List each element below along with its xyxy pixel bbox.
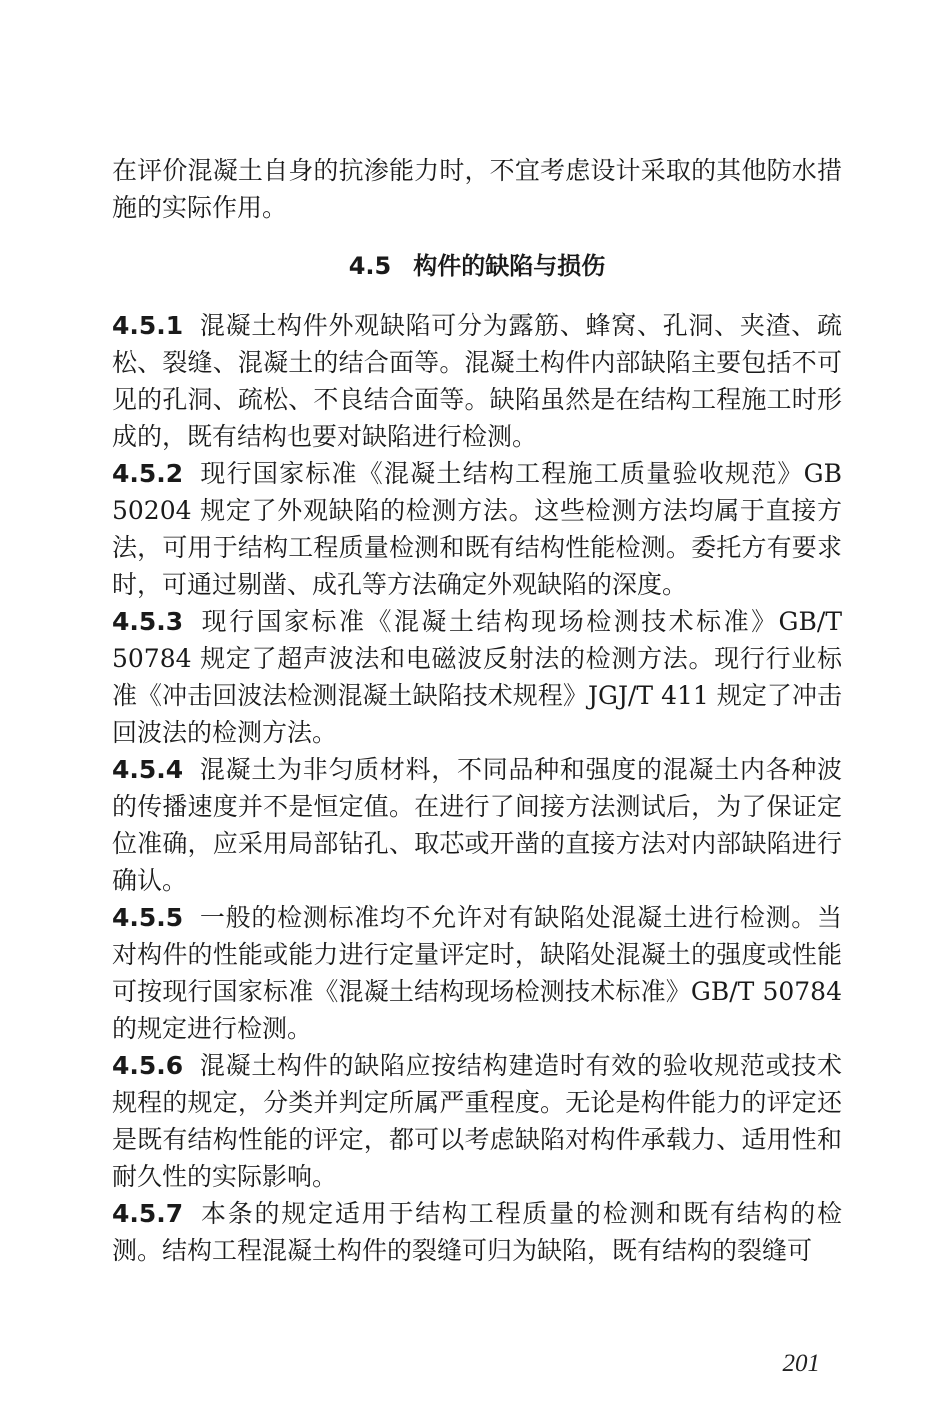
clause-4-5-3 [112, 603, 842, 751]
clause-4-5-4 [112, 751, 842, 899]
clause-text: 混凝土为非匀质材料，不同品种和强度的混凝土内各种波的传播速度并不是恒定值。在进行了间接方法测试后，为了保证定位准确，应采用局部钻孔、取芯或开凿的直接方法对内部缺陷进行确认。 [112, 755, 842, 895]
clause-text: 混凝土构件外观缺陷可分为露筋、蜂窝、孔洞、夹渣、疏松、裂缝、混凝土的结合面等。混凝土构件内部缺陷主要包括不可见的孔洞、疏松、不良结合面等。缺陷虽然是在结构工程施工时形成的，既有结构也要对缺陷进行检测。 [112, 311, 842, 451]
clause-number: 4.5.3 [112, 607, 184, 636]
intro-paragraph: 在评价混凝土自身的抗渗能力时，不宜考虑设计采取的其他防水措施的实际作用。 [112, 156, 842, 222]
clause-number: 4.5.5 [112, 903, 184, 932]
clause-4-5-2 [112, 455, 842, 603]
clause-number: 4.5.6 [112, 1051, 184, 1080]
section-title: 构件的缺陷与损伤 [413, 252, 606, 280]
clause-number: 4.5.1 [112, 311, 184, 340]
clause-4-5-6 [112, 1047, 842, 1195]
clause-4-5-7 [112, 1195, 842, 1269]
clause-4-5-1 [112, 307, 842, 455]
clause-text: 现行国家标准《混凝土结构工程施工质量验收规范》GB 50204 规定了外观缺陷的检测方法。这些检测方法均属于直接方法，可用于结构工程质量检测和既有结构性能检测。委托方有要求时，可通过剔凿、成孔等方法确定外观缺陷的深度。 [112, 459, 842, 599]
page-number: 201 [782, 1350, 820, 1377]
clause-text: 一般的检测标准均不允许对有缺陷处混凝土进行检测。当对构件的性能或能力进行定量评定时，缺陷处混凝土的强度或性能可按现行国家标准《混凝土结构现场检测技术标准》GB/T 50784 的规定进行检测。 [112, 903, 842, 1043]
clause-number: 4.5.7 [112, 1199, 184, 1228]
clause-number: 4.5.4 [112, 755, 184, 784]
clause-text: 混凝土构件的缺陷应按结构建造时有效的验收规范或技术规程的规定，分类并判定所属严重程度。无论是构件能力的评定还是既有结构性能的评定，都可以考虑缺陷对构件承载力、适用性和耐久性的实际影响。 [112, 1051, 842, 1191]
clause-4-5-5 [112, 899, 842, 1047]
clause-text: 本条的规定适用于结构工程质量的检测和既有结构的检测。结构工程混凝土构件的裂缝可归为缺陷，既有结构的裂缝可 [112, 1199, 842, 1265]
section-heading [112, 248, 842, 285]
section-number: 4.5 [348, 252, 392, 280]
clause-text: 现行国家标准《混凝土结构现场检测技术标准》GB/T 50784 规定了超声波法和电磁波反射法的检测方法。现行行业标准《冲击回波法检测混凝土缺陷技术规程》JGJ/T 411 规定了冲击回波法的检测方法。 [112, 607, 842, 747]
clause-number: 4.5.2 [112, 459, 184, 488]
page-body [112, 152, 842, 1269]
